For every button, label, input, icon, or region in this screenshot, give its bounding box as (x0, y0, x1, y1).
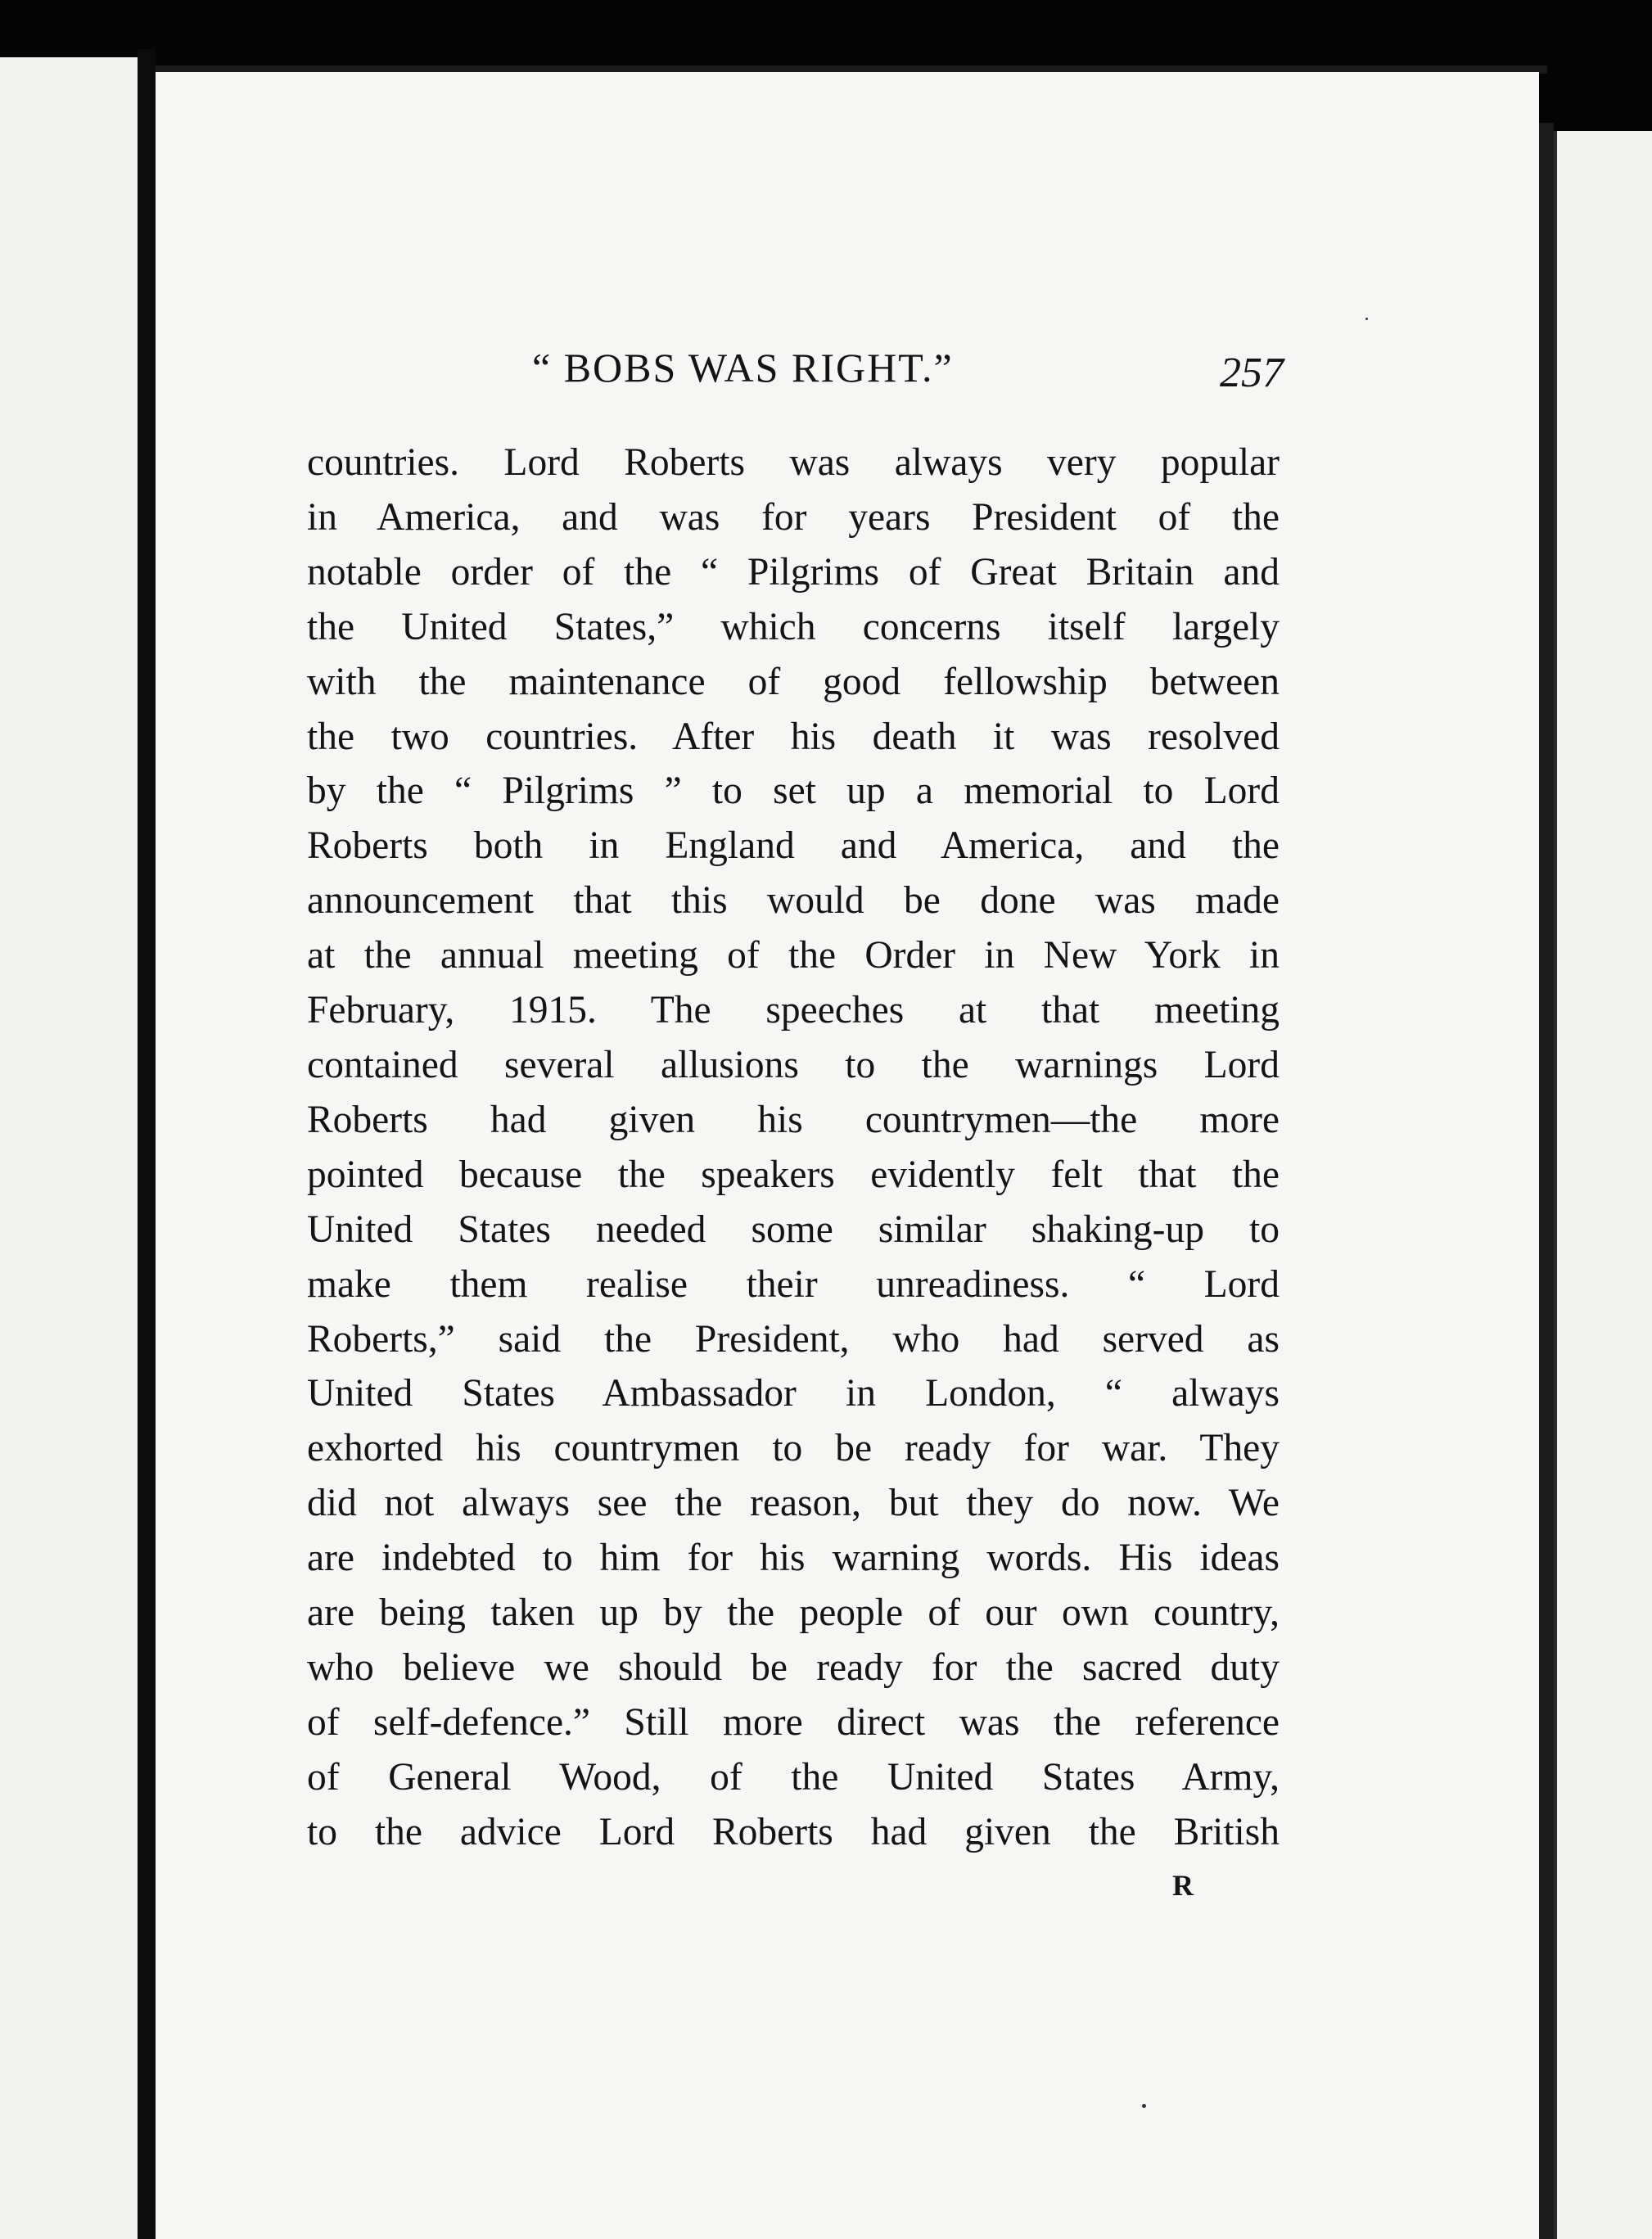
scan-speck (1142, 2104, 1146, 2108)
text-line: are being taken up by the people of our own country, (307, 1591, 1280, 1635)
page-number: 257 (1220, 350, 1284, 396)
text-line: pointed because the speakers evidently felt that the (307, 1153, 1280, 1196)
body-text (307, 436, 1280, 1860)
text-line: by the “ Pilgrims ” to set up a memorial to Lord (307, 770, 1280, 813)
text-line: Roberts both in England and America, and the (307, 824, 1280, 868)
text-line: contained several allusions to the warnings Lord (307, 1043, 1280, 1086)
text-line: notable order of the “ Pilgrims of Great Britain and (307, 550, 1280, 594)
signature-mark: R (1172, 1869, 1194, 1902)
text-line: United States Ambassador in London, “ always (307, 1372, 1280, 1415)
text-line: with the maintenance of good fellowship between (307, 660, 1280, 703)
text-line: countries. Lord Roberts was always very popular (307, 441, 1280, 484)
text-line: in America, and was for years President of the (307, 495, 1280, 539)
text-line: to the advice Lord Roberts had given the British (307, 1810, 1280, 1853)
scan-speck (1365, 318, 1368, 320)
text-line: at the annual meeting of the Order in New York in (307, 934, 1280, 977)
facing-page-edge (0, 57, 147, 2239)
text-line: did not always see the reason, but they do now. We (307, 1482, 1280, 1525)
text-line: of self-defence.” Still more direct was the reference (307, 1700, 1280, 1744)
next-page-edge (1554, 131, 1652, 2239)
text-line: of General Wood, of the United States Army, (307, 1755, 1280, 1799)
text-line: the United States,” which concerns itself largely (307, 605, 1280, 648)
text-line: are indebted to him for his warning words. His ideas (307, 1537, 1280, 1580)
text-line: the two countries. After his death it was resolved (307, 715, 1280, 758)
text-line: who believe we should be ready for the sacred duty (307, 1645, 1280, 1689)
text-line: Roberts,” said the President, who had served as (307, 1317, 1280, 1361)
text-line: make them realise their unreadiness. “ Lord (307, 1262, 1280, 1306)
text-line: February, 1915. The speeches at that meeting (307, 989, 1280, 1032)
text-line: announcement that this would be done was made (307, 879, 1280, 923)
page-right-shadow (1539, 123, 1554, 2239)
text-line: United States needed some similar shaking-up to (307, 1208, 1280, 1251)
text-line: exhorted his countrymen to be ready for war. They (307, 1427, 1280, 1470)
book-gutter (138, 49, 156, 2239)
running-head: “ BOBS WAS RIGHT.” (532, 345, 954, 390)
text-line: Roberts had given his countrymen—the more (307, 1098, 1280, 1141)
